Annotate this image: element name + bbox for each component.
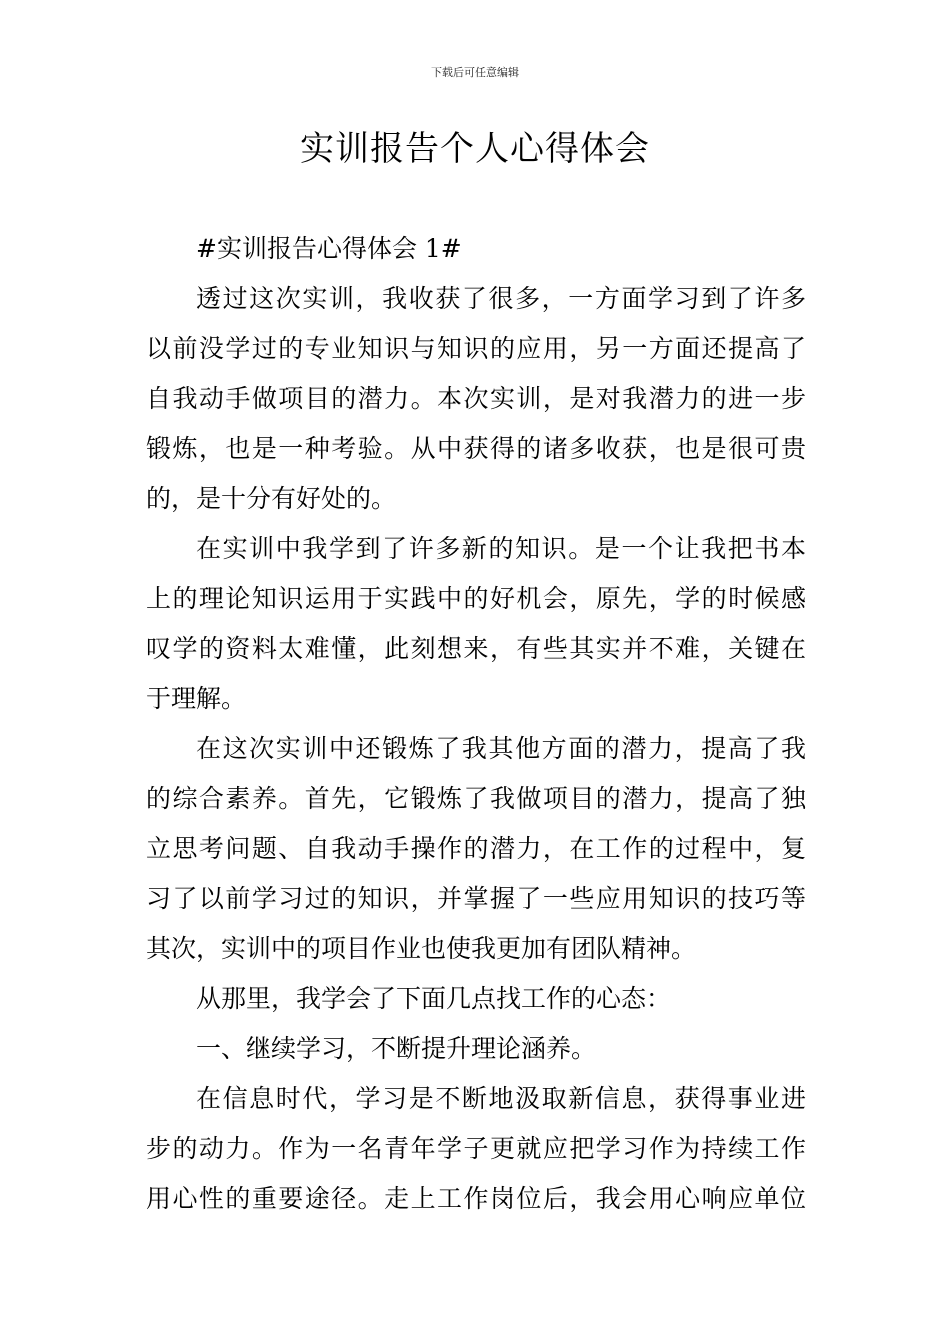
text-line: 自我动手做项目的潜力。本次实训，是对我潜力的进一步 <box>146 384 806 413</box>
text-line: 叹学的资料太难懂，此刻想来，有些其实并不难，关键在 <box>146 634 806 663</box>
text-line: 步的动力。作为一名青年学子更就应把学习作为持续工作 <box>146 1134 806 1163</box>
text-line: 习了以前学习过的知识，并掌握了一些应用知识的技巧等 <box>146 884 806 913</box>
document-body <box>146 224 806 1224</box>
text-line: 其次，实训中的项目作业也使我更加有团队精神。 <box>146 934 697 963</box>
text-line: 在这次实训中还锻炼了我其他方面的潜力，提高了我 <box>196 734 806 763</box>
text-line: 的，是十分有好处的。 <box>146 484 397 513</box>
text-line: 从那里，我学会了下面几点找工作的心态： <box>196 984 672 1013</box>
text-line: 一、继续学习，不断提升理论涵养。 <box>196 1034 597 1063</box>
text-line: 用心性的重要途径。走上工作岗位后，我会用心响应单位 <box>146 1184 806 1213</box>
text-line: 透过这次实训，我收获了很多，一方面学习到了许多 <box>196 284 806 313</box>
header-note: 下载后可任意编辑 <box>431 66 519 79</box>
text-line: 于理解。 <box>146 684 247 713</box>
text-line: 的综合素养。首先，它锻炼了我做项目的潜力，提高了独 <box>146 784 806 813</box>
text-line: 锻炼，也是一种考验。从中获得的诸多收获，也是很可贵 <box>146 434 806 463</box>
text-line: 在信息时代，学习是不断地汲取新信息，获得事业进 <box>196 1084 806 1113</box>
text-line: 上的理论知识运用于实践中的好机会，原先，学的时候感 <box>146 584 806 613</box>
text-line: 在实训中我学到了许多新的知识。是一个让我把书本 <box>196 534 806 563</box>
document-title: 实训报告个人心得体会 <box>300 129 650 169</box>
text-line: 以前没学过的专业知识与知识的应用，另一方面还提高了 <box>146 334 806 363</box>
text-line: 立思考问题、自我动手操作的潜力，在工作的过程中，复 <box>146 834 806 863</box>
text-line: #实训报告心得体会 1# <box>196 234 462 263</box>
